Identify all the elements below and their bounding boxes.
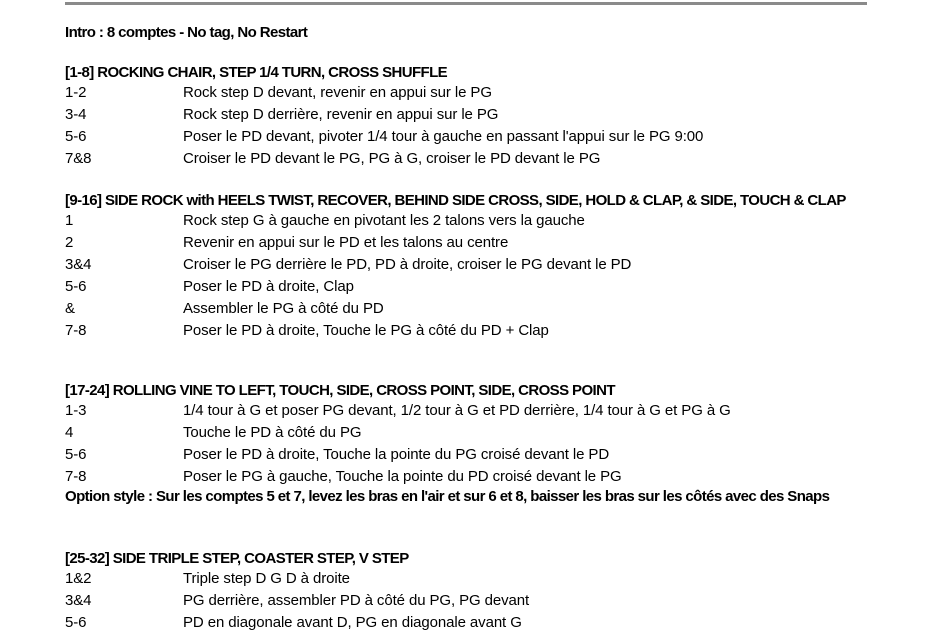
step-description: Rock step D derrière, revenir en appui sur le PG <box>183 106 499 123</box>
step-description: Touche le PD à côté du PG <box>183 424 362 441</box>
step-description: Triple step D G D à droite <box>183 570 350 587</box>
step-row <box>65 126 865 148</box>
section-3 <box>65 382 865 506</box>
step-row <box>65 590 865 612</box>
step-row <box>65 276 865 298</box>
step-count: 7-8 <box>65 322 87 339</box>
step-count: 5-6 <box>65 614 87 631</box>
step-description: Poser le PG à gauche, Touche la pointe du PD croisé devant le PG <box>183 468 622 485</box>
top-rule <box>65 2 867 5</box>
step-count: & <box>65 300 75 317</box>
step-row <box>65 444 865 466</box>
step-row <box>65 104 865 126</box>
step-description: PD en diagonale avant D, PG en diagonale avant G <box>183 614 522 631</box>
step-description: Croiser le PG derrière le PD, PD à droite, croiser le PG devant le PD <box>183 256 632 273</box>
option-note: Option style : Sur les comptes 5 et 7, levez les bras en l'air et sur 6 et 8, baisser les bras sur les côtés avec des Snaps <box>65 488 830 505</box>
step-row <box>65 82 865 104</box>
step-description: Poser le PD devant, pivoter 1/4 tour à gauche en passant l'appui sur le PG 9:00 <box>183 128 704 145</box>
step-count: 7&8 <box>65 150 92 167</box>
step-description: Croiser le PD devant le PG, PG à G, croiser le PD devant le PG <box>183 150 601 167</box>
section-title: [1-8] ROCKING CHAIR, STEP 1/4 TURN, CROSS SHUFFLE <box>65 64 448 81</box>
intro-line: Intro : 8 comptes - No tag, No Restart <box>65 24 308 41</box>
step-description: Rock step G à gauche en pivotant les 2 talons vers la gauche <box>183 212 585 229</box>
step-count: 3&4 <box>65 256 92 273</box>
step-description: Poser le PD à droite, Clap <box>183 278 354 295</box>
step-row <box>65 466 865 488</box>
step-description: 1/4 tour à G et poser PG devant, 1/2 tour à G et PD derrière, 1/4 tour à G et PG à G <box>183 402 731 419</box>
step-row <box>65 568 865 590</box>
step-description: Poser le PD à droite, Touche le PG à côté du PD + Clap <box>183 322 549 339</box>
step-row <box>65 422 865 444</box>
step-count: 1 <box>65 212 74 229</box>
step-count: 2 <box>65 234 74 251</box>
step-row <box>65 320 865 342</box>
step-count: 5-6 <box>65 128 87 145</box>
step-row <box>65 232 865 254</box>
section-2 <box>65 192 865 342</box>
step-row <box>65 400 865 422</box>
step-row <box>65 148 865 170</box>
step-description: Assembler le PG à côté du PD <box>183 300 384 317</box>
step-row <box>65 254 865 276</box>
step-row <box>65 612 865 634</box>
section-4 <box>65 550 865 634</box>
step-count: 1-2 <box>65 84 87 101</box>
section-1 <box>65 64 865 170</box>
step-count: 4 <box>65 424 74 441</box>
step-description: Poser le PD à droite, Touche la pointe du PG croisé devant le PD <box>183 446 610 463</box>
step-count: 5-6 <box>65 278 87 295</box>
step-count: 7-8 <box>65 468 87 485</box>
step-description: PG derrière, assembler PD à côté du PG, PG devant <box>183 592 530 609</box>
step-count: 3&4 <box>65 592 92 609</box>
step-row <box>65 298 865 320</box>
step-count: 1&2 <box>65 570 92 587</box>
section-title: [25-32] SIDE TRIPLE STEP, COASTER STEP, V STEP <box>65 550 409 567</box>
section-title: [9-16] SIDE ROCK with HEELS TWIST, RECOVER, BEHIND SIDE CROSS, SIDE, HOLD & CLAP, & SIDE, TOUCH & CLAP <box>65 192 846 209</box>
step-count: 3-4 <box>65 106 87 123</box>
step-count: 1-3 <box>65 402 87 419</box>
section-title: [17-24] ROLLING VINE TO LEFT, TOUCH, SIDE, CROSS POINT, SIDE, CROSS POINT <box>65 382 615 399</box>
step-description: Rock step D devant, revenir en appui sur le PG <box>183 84 492 101</box>
step-count: 5-6 <box>65 446 87 463</box>
step-description: Revenir en appui sur le PD et les talons au centre <box>183 234 509 251</box>
step-row <box>65 210 865 232</box>
